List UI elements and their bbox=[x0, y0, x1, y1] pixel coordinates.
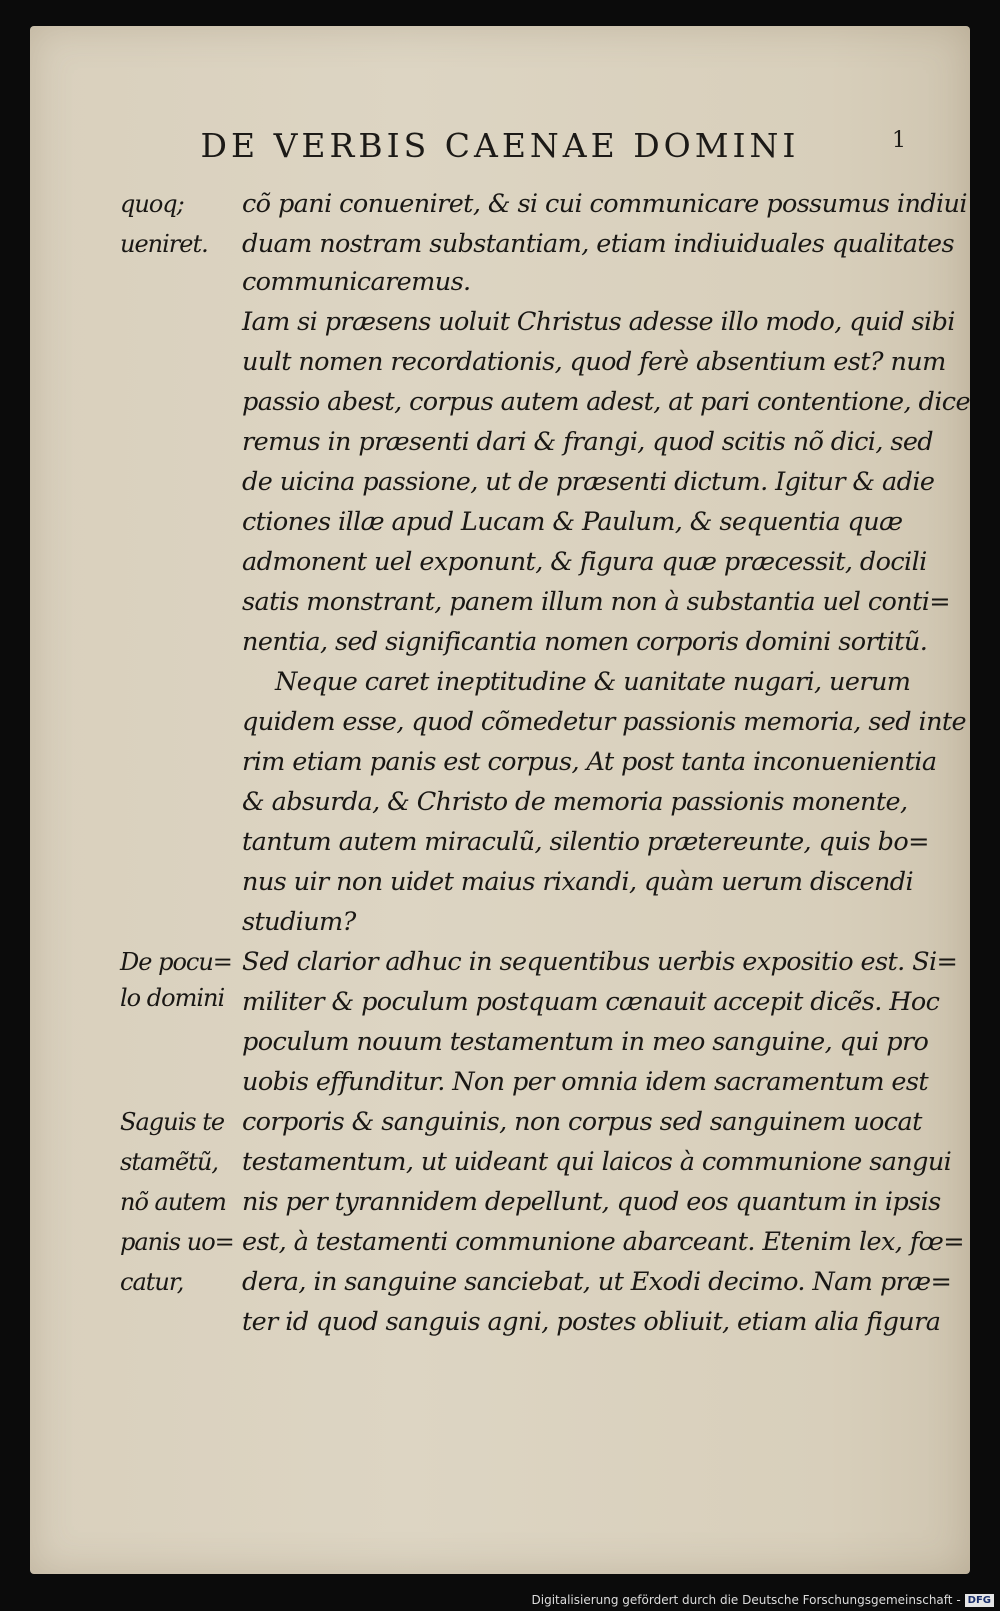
margin-note: Saguis te bbox=[120, 1108, 225, 1136]
text-line: duam nostram substantiam, etiam indiuiduales qualitates bbox=[242, 229, 954, 259]
margin-note: panis uo= bbox=[120, 1228, 234, 1256]
text-line: est, à testamenti communione abarceant. Etenim lex, fœ= bbox=[242, 1227, 965, 1257]
text-line: nis per tyrannidem depellunt, quod eos quantum in ipsis bbox=[242, 1187, 941, 1217]
margin-note: nõ autem bbox=[120, 1188, 226, 1216]
text-line: cõ pani conueniret, & si cui communicare possumus indiui bbox=[242, 189, 967, 219]
text-line: & absurda, & Christo de memoria passionis monente, bbox=[242, 787, 908, 817]
text-line: corporis & sanguinis, non corpus sed sanguinem uocat bbox=[242, 1107, 922, 1137]
book-page bbox=[30, 26, 970, 1574]
margin-note: De pocu= bbox=[120, 948, 232, 976]
dfg-logo: DFG bbox=[965, 1594, 994, 1607]
text-line: nentia, sed significantia nomen corporis domini sortitũ. bbox=[242, 627, 928, 657]
text-line: nus uir non uidet maius rixandi, quàm uerum discendi bbox=[242, 867, 914, 897]
text-line: Iam si præsens uoluit Christus adesse illo modo, quid sibi bbox=[242, 307, 955, 337]
text-line: tantum autem miraculũ, silentio prætereunte, quis bo= bbox=[242, 827, 929, 857]
margin-note: quoq; bbox=[120, 190, 184, 218]
text-line: testamentum, ut uideant qui laicos à communione sangui bbox=[242, 1147, 952, 1177]
text-line: dera, in sanguine sanciebat, ut Exodi decimo. Nam præ= bbox=[242, 1267, 952, 1297]
text-line: remus in præsenti dari & frangi, quod scitis nõ dici, sed bbox=[242, 427, 934, 457]
page-number: 1 bbox=[892, 128, 910, 153]
margin-note: catur, bbox=[120, 1268, 184, 1296]
text-line: studium? bbox=[242, 907, 356, 937]
digitization-credit bbox=[532, 1593, 995, 1607]
text-line: rim etiam panis est corpus, At post tanta inconuenientia bbox=[242, 747, 937, 777]
text-line: uult nomen recordationis, quod ferè absentium est? num bbox=[242, 347, 946, 377]
text-block bbox=[30, 26, 970, 1574]
text-line: ter id quod sanguis agni, postes obliuit, etiam alia figura bbox=[242, 1307, 941, 1337]
text-line: uobis effunditur. Non per omnia idem sacramentum est bbox=[242, 1067, 929, 1097]
margin-note: ueniret. bbox=[120, 230, 208, 258]
text-line: passio abest, corpus autem adest, at pari contentione, dice bbox=[242, 387, 970, 417]
text-line: militer & poculum postquam cænauit accepit dicẽs. Hoc bbox=[242, 987, 940, 1017]
credit-text: Digitalisierung gefördert durch die Deutsche Forschungsgemeinschaft - bbox=[531, 1593, 961, 1607]
text-line: satis monstrant, panem illum non à substantia uel conti= bbox=[242, 587, 951, 617]
text-line: poculum nouum testamentum in meo sanguine, qui pro bbox=[242, 1027, 929, 1057]
text-line: de uicina passione, ut de præsenti dictum. Igitur & adie bbox=[242, 467, 935, 497]
text-line: ctiones illæ apud Lucam & Paulum, & sequentia quæ bbox=[242, 507, 903, 537]
text-line: Neque caret ineptitudine & uanitate nugari, uerum bbox=[275, 667, 911, 697]
running-title: DE VERBIS CAENAE DOMINI bbox=[200, 126, 800, 165]
margin-note: lo domini bbox=[120, 984, 225, 1012]
text-line: Sed clarior adhuc in sequentibus uerbis expositio est. Si= bbox=[242, 947, 958, 977]
text-line: quidem esse, quod cõmedetur passionis memoria, sed inte bbox=[242, 707, 967, 737]
text-line: communicaremus. bbox=[242, 267, 471, 297]
text-line: admonent uel exponunt, & figura quæ præcessit, docili bbox=[242, 547, 927, 577]
margin-note: stamẽtũ, bbox=[120, 1148, 218, 1176]
